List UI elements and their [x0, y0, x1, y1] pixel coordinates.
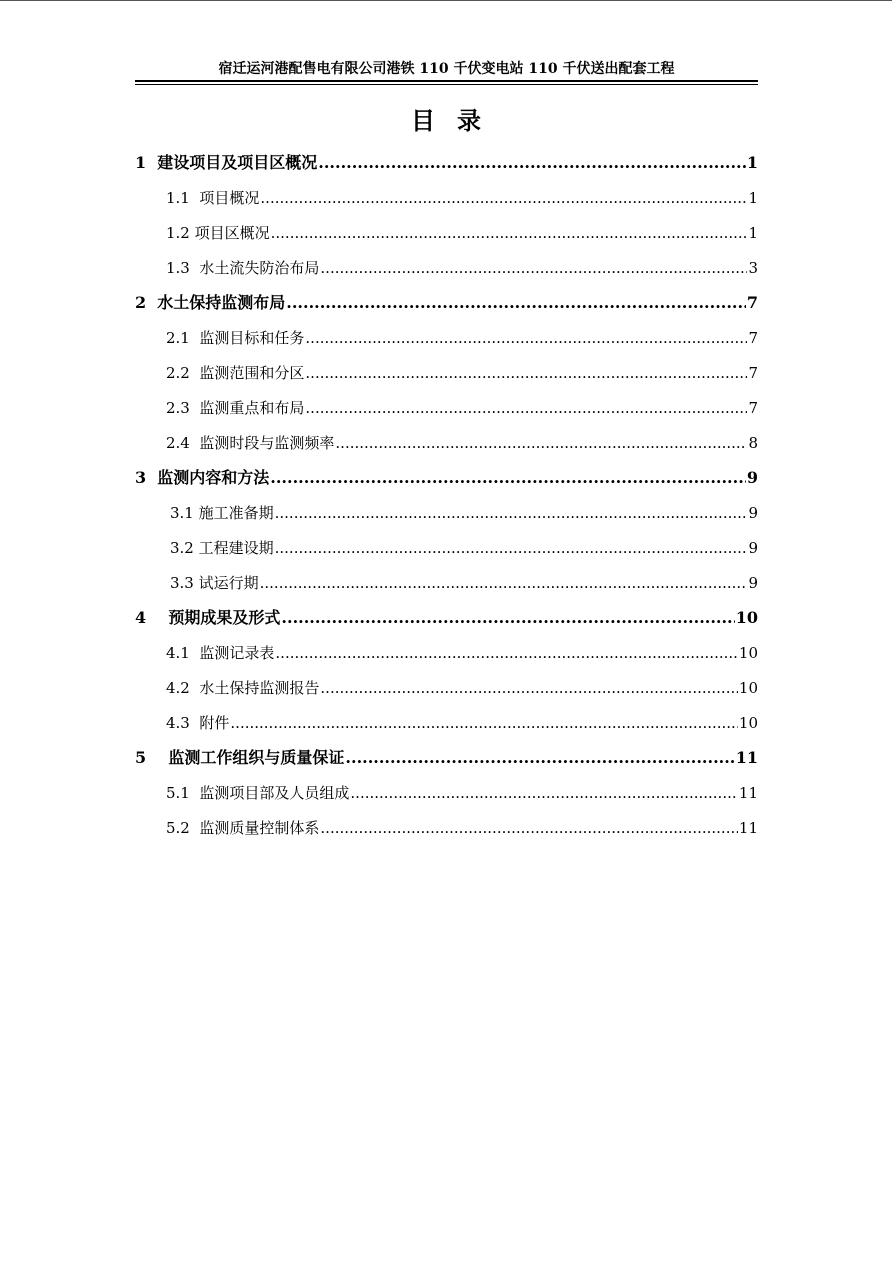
toc-dot-leader	[286, 292, 746, 314]
toc-entry-page-number: 9	[748, 574, 758, 592]
toc-dot-leader	[260, 572, 748, 594]
toc-entry-label: 4.3 附件	[166, 714, 230, 732]
toc-title: 目录	[411, 106, 503, 135]
toc-entry-label: 1 建设项目及项目区概况	[135, 153, 318, 172]
toc-section-entry[interactable]	[166, 257, 758, 279]
toc-chapter-entry[interactable]	[135, 747, 758, 769]
toc-entry-label: 5.1 监测项目部及人员组成	[166, 784, 350, 802]
toc-dot-leader	[270, 467, 746, 489]
toc-dot-leader	[281, 607, 734, 629]
header-rule-thin	[135, 84, 758, 85]
toc-section-entry[interactable]	[166, 712, 758, 734]
toc-dot-leader	[230, 712, 738, 734]
toc-dot-leader	[320, 817, 738, 839]
toc-section-entry[interactable]	[166, 327, 758, 349]
toc-entry-page-number: 11	[738, 819, 758, 837]
toc-entry-page-number: 11	[735, 748, 758, 767]
toc-entry-label: 3 监测内容和方法	[135, 468, 270, 487]
toc-entry-label: 2.3 监测重点和布局	[166, 399, 305, 417]
toc-dot-leader	[271, 222, 748, 244]
toc-dot-leader	[318, 152, 746, 174]
toc-entry-page-number: 7	[748, 364, 758, 382]
toc-chapter-entry[interactable]	[135, 467, 758, 489]
toc-entry-page-number: 9	[748, 504, 758, 522]
toc-entry-page-number: 10	[735, 608, 758, 627]
toc-entry-label: 2 水土保持监测布局	[135, 293, 286, 312]
running-header: 宿迁运河港配售电有限公司港铁 110 千伏变电站 110 千伏送出配套工程	[218, 61, 675, 77]
toc-entry-page-number: 3	[748, 259, 758, 277]
toc-section-entry[interactable]	[170, 537, 758, 559]
toc-chapter-entry[interactable]	[135, 607, 758, 629]
toc-dot-leader	[305, 327, 747, 349]
toc-entry-page-number: 10	[738, 679, 758, 697]
toc-entry-label: 2.2 监测范围和分区	[166, 364, 305, 382]
toc-entry-page-number: 8	[748, 434, 758, 452]
toc-dot-leader	[275, 537, 748, 559]
toc-section-entry[interactable]	[170, 502, 758, 524]
toc-dot-leader	[320, 677, 738, 699]
toc-entry-label: 4.2 水土保持监测报告	[166, 679, 320, 697]
toc-dot-leader	[320, 257, 747, 279]
header-rule-thick	[135, 80, 758, 82]
toc-entry-label: 2.4 监测时段与监测频率	[166, 434, 335, 452]
toc-entry-label: 2.1 监测目标和任务	[166, 329, 305, 347]
toc-section-entry[interactable]	[166, 362, 758, 384]
toc-entry-page-number: 11	[738, 784, 758, 802]
toc-entry-page-number: 9	[746, 468, 758, 487]
toc-section-entry[interactable]	[166, 782, 758, 804]
toc-entry-page-number: 9	[748, 539, 758, 557]
toc-section-entry[interactable]	[170, 572, 758, 594]
toc-dot-leader	[350, 782, 738, 804]
toc-entry-label: 3.1 施工准备期	[170, 504, 274, 522]
toc-entry-label: 1.3 水土流失防治布局	[166, 259, 320, 277]
toc-entry-page-number: 10	[738, 714, 758, 732]
toc-entry-page-number: 1	[746, 153, 758, 172]
toc-entry-label: 3.2 工程建设期	[170, 539, 274, 557]
toc-entry-page-number: 7	[748, 329, 758, 347]
toc-section-entry[interactable]	[166, 222, 758, 244]
toc-chapter-entry[interactable]	[135, 152, 758, 174]
toc-entry-label: 1.2 项目区概况	[166, 224, 270, 242]
toc-entry-page-number: 7	[748, 399, 758, 417]
toc-dot-leader	[345, 747, 734, 769]
toc-entry-page-number: 1	[748, 189, 758, 207]
toc-dot-leader	[275, 502, 748, 524]
toc-dot-leader	[305, 362, 747, 384]
toc-entry-label: 4.1 监测记录表	[166, 644, 275, 662]
toc-dot-leader	[335, 432, 747, 454]
toc-dot-leader	[260, 187, 747, 209]
toc-entry-label: 5.2 监测质量控制体系	[166, 819, 320, 837]
toc-chapter-entry[interactable]	[135, 292, 758, 314]
toc-entry-page-number: 10	[738, 644, 758, 662]
toc-section-entry[interactable]	[166, 432, 758, 454]
toc-section-entry[interactable]	[166, 397, 758, 419]
toc-section-entry[interactable]	[166, 817, 758, 839]
toc-entry-page-number: 1	[748, 224, 758, 242]
toc-entry-label: 1.1 项目概况	[166, 189, 260, 207]
toc-entry-page-number: 7	[746, 293, 758, 312]
toc-entry-label: 4 预期成果及形式	[135, 608, 281, 627]
toc-entry-label: 5 监测工作组织与质量保证	[135, 748, 345, 767]
toc-entry-label: 3.3 试运行期	[170, 574, 259, 592]
toc-dot-leader	[305, 397, 747, 419]
toc-dot-leader	[275, 642, 738, 664]
page-top-border	[0, 0, 892, 1]
toc-section-entry[interactable]	[166, 642, 758, 664]
toc-section-entry[interactable]	[166, 677, 758, 699]
toc-section-entry[interactable]	[166, 187, 758, 209]
